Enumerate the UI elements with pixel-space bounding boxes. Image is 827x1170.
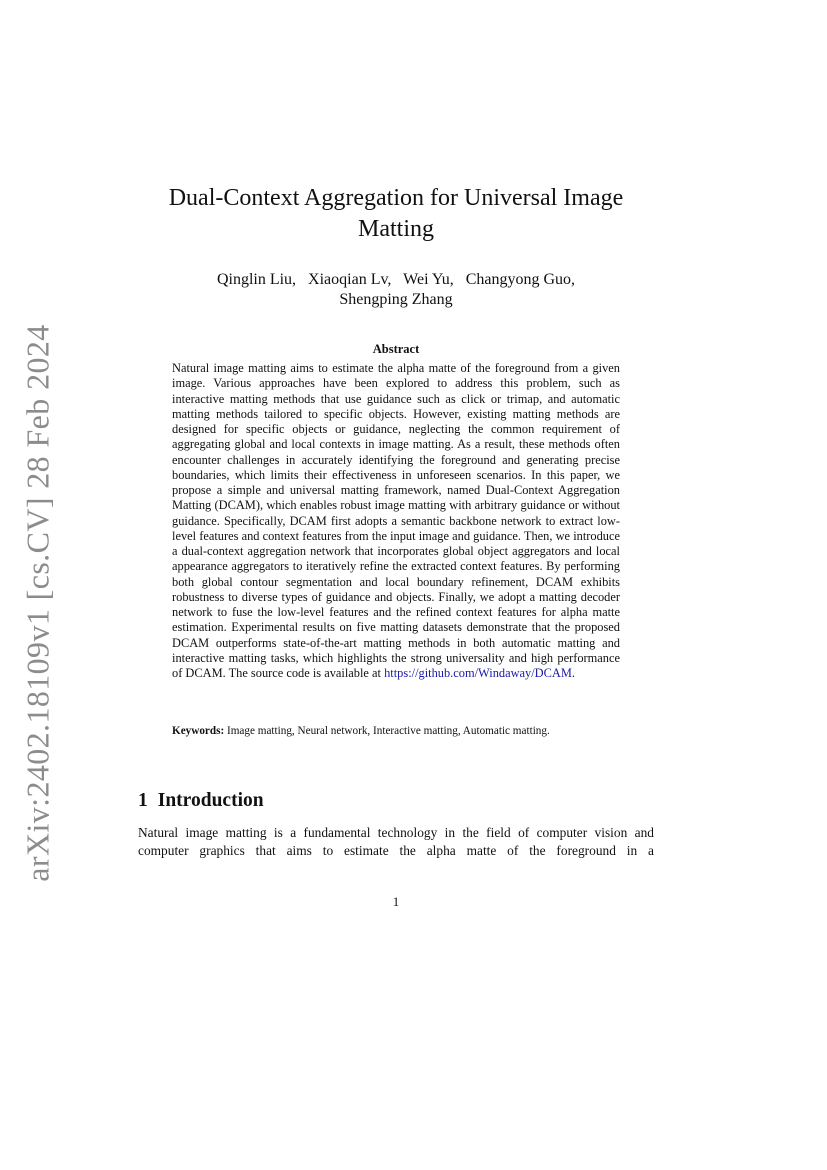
keywords-label: Keywords: — [172, 725, 225, 737]
section-number: 1 — [138, 790, 148, 811]
page-number: 1 — [392, 894, 400, 909]
section-heading-introduction — [138, 789, 264, 813]
abstract-heading: Abstract — [372, 342, 420, 356]
arxiv-identifier-stamp: arXiv:2402.18109v1 [cs.CV] 28 Feb 2024 — [19, 324, 56, 882]
paper-title: Dual-Context Aggregation for Universal Image Matting — [168, 185, 624, 242]
abstract-end-punctuation: . — [571, 666, 575, 680]
author-list — [160, 270, 632, 310]
source-code-link[interactable]: https://github.com/Windaway/DCAM — [384, 666, 572, 680]
author-name: Xiaoqian Lv, — [308, 271, 392, 288]
section-title: Introduction — [157, 790, 264, 811]
author-name: Changyong Guo, — [465, 271, 576, 288]
introduction-paragraph: Natural image matting is a fundamental technology in the field of computer vision and computer graphics that aims to estimate the alpha matte of the foreground in a — [138, 825, 654, 858]
abstract-paragraph: Natural image matting aims to estimate the alpha matte of the foreground from a given image. Various approaches have been explored to address this problem, such as interactive matting methods that use guidance such as click or trimap, and automatic matting methods tailored to specific objects. However, existing matting methods are designed for specific objects or guidance, neglecting the common requirement of aggregating global and local contexts in image matting. As a result, these methods often encounter challenges in accurately identifying the foreground and generating precise boundaries, which limits their effectiveness in unforeseen scenarios. In this paper, we propose a simple and universal matting framework, named Dual-Context Aggregation Matting (DCAM), which enables robust image matting with arbitrary guidance or without guidance. Specifically, DCAM first adopts a semantic backbone network to extract low-level features and context features from the input image and guidance. Then, we introduce a dual-context aggregation network that incorporates global object aggregators and local appearance aggregators to iteratively refine the extracted context features. By performing both global contour segmentation and local boundary refinement, DCAM exhibits robustness to diverse types of guidance and objects. Finally, we adopt a matting decoder network to fuse the low-level features and the refined context features for alpha matte estimation. Experimental results on five matting datasets demonstrate that the proposed DCAM outperforms state-of-the-art matting methods in both automatic matting and interactive matting tasks, which highlights the strong universality and high performance of DCAM. The source code is available at — [172, 361, 620, 680]
author-name: Shengping Zhang — [339, 291, 453, 308]
author-name: Wei Yu, — [403, 271, 454, 288]
abstract-text — [172, 361, 620, 681]
keywords-text: Image matting, Neural network, Interactive matting, Automatic matting. — [227, 725, 550, 737]
author-name: Qinglin Liu, — [216, 271, 297, 288]
keywords — [172, 724, 632, 739]
